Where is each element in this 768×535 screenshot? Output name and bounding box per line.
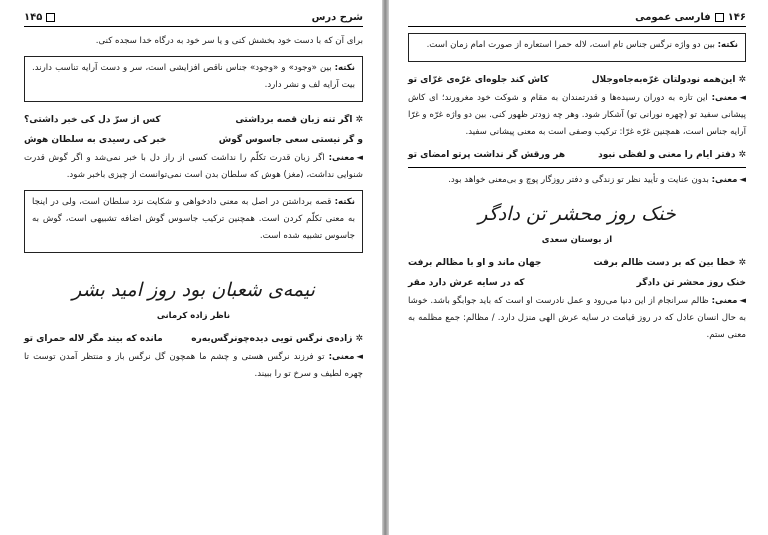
verse-hemistich-right: اگر تنه زبان قصه برداشتی bbox=[235, 115, 353, 125]
meaning-paragraph bbox=[408, 90, 746, 141]
note-label: نکته: bbox=[334, 197, 355, 207]
arrow-icon: ◄ bbox=[356, 352, 363, 362]
verse-hemistich-right: دفتر ایام را معنی و لفظی نبود bbox=[598, 150, 736, 160]
arrow-icon: ◄ bbox=[739, 93, 746, 103]
header-title: فارسی عمومی bbox=[635, 12, 711, 23]
page-header bbox=[24, 12, 363, 27]
square-icon bbox=[46, 13, 55, 22]
note-text: بین «وجود» و «وجود» جناس ناقص افزایشی است، سر و دست آرایه تناسب دارند. بیت آرایه لف و نشر دارد. bbox=[32, 63, 355, 90]
verse-hemistich-right: خنک روز محشر تن دادگر bbox=[636, 278, 746, 288]
verse-hemistich-left: کاش کند جلوه‌ای غرّه‌ی غرّای تو bbox=[408, 75, 549, 85]
verse-line bbox=[408, 70, 746, 90]
verse-hemistich-left: هر ورقش گر نداشت پرتو امضای تو bbox=[408, 150, 566, 160]
poem-author: از بوستان سعدی bbox=[541, 235, 613, 245]
meaning-paragraph bbox=[24, 150, 363, 184]
note-text: بین دو واژه نرگس جناس تام است، لاله حمرا استعاره از صورت امام زمان است. bbox=[426, 40, 715, 50]
meaning-paragraph bbox=[24, 349, 363, 383]
meaning-text: این تازه به دوران رسیده‌ها و قدرتمندان به مقام و شوکت خود مغرورند؛ ای کاش پیشانی سفید تو (چهره نورانی تو) آشکار شود. وهر چه زودتر ظهور کنی. بین دو واژه غرّه و غرّا آرایه جناس است، همچنین غرّه غرّا: ترکیب وصفی است به معنی پیشانی سفید. bbox=[408, 93, 746, 137]
bullet-icon: ✲ bbox=[355, 334, 363, 344]
poem-title: خنک روز محشر تن دادگر bbox=[478, 203, 676, 225]
verse-line bbox=[24, 110, 363, 130]
meaning-text: ظالم سرانجام از این دنیا می‌رود و عمل نادرست او است که باید جوابگو باشد. خوشا به حال انسان عادل که در روز قیامت در سایه عرش الهی منزل دارد. / مظالم: جمع مظلمه به معنی ستم. bbox=[408, 296, 746, 340]
note-box bbox=[24, 190, 363, 253]
verse-hemistich-right: خطا بین که بر دست ظالم برفت bbox=[593, 258, 736, 268]
poem-author: ناظر زاده کرمانی bbox=[156, 311, 231, 321]
note-label: نکته: bbox=[717, 40, 738, 50]
verse-line bbox=[408, 253, 746, 273]
verse-line bbox=[24, 130, 363, 150]
arrow-icon: ◄ bbox=[356, 153, 363, 163]
meaning-label: معنی: bbox=[328, 153, 355, 163]
arrow-icon: ◄ bbox=[739, 296, 746, 306]
arrow-icon: ◄ bbox=[739, 175, 746, 185]
bullet-icon: ✲ bbox=[738, 150, 746, 160]
verse-hemistich-left: خبر کی رسیدی به سلطان هوش bbox=[24, 135, 167, 145]
page-number: ۱۴۵ bbox=[24, 12, 43, 23]
meaning-label: معنی: bbox=[711, 296, 738, 306]
note-label: نکته: bbox=[334, 63, 355, 73]
verse-hemistich-right: زاده‌ی نرگس تویی دیده‌چونرگس‌به‌ره bbox=[191, 334, 353, 344]
verse-line bbox=[24, 329, 363, 349]
verse-line bbox=[408, 145, 746, 165]
note-box bbox=[408, 33, 746, 62]
note-text: قصه برداشتن در اصل به معنی دادخواهی و شکایت نزد سلطان است، ولی در اینجا به معنی تکلّم کردن است. همچنین ترکیب جاسوس گوش اضافه تشبیهی است، گوش به جاسوس تشبیه شده است. bbox=[32, 197, 355, 241]
meaning-paragraph bbox=[408, 172, 746, 189]
bullet-icon: ✲ bbox=[355, 115, 363, 125]
intro-text: برای آن که با دست خود بخشش کنی و یا سر خود به درگاه خدا سجده کنی. bbox=[95, 36, 363, 46]
meaning-text: تو فرزند نرگس هستی و چشم ما همچون گل نرگس باز و منتظر آمدن توست تا چهره لطیف و سرخ تو را ببیند. bbox=[24, 352, 363, 379]
page-number: ۱۴۶ bbox=[727, 12, 746, 23]
bullet-icon: ✲ bbox=[738, 75, 746, 85]
verse-hemistich-left: مانده که بیند مگر لاله حمرای تو bbox=[24, 334, 163, 344]
right-page bbox=[388, 0, 768, 535]
verse-hemistich-left: کس از سرّ دل کی خبر داشتی؟ bbox=[24, 115, 161, 125]
meaning-text: بدون عنایت و تأیید نظر تو زندگی و دفتر روزگار پوچ و بی‌معنی خواهد بود. bbox=[448, 175, 709, 185]
meaning-text: اگر زبان قدرت تکلّم را نداشت کسی از راز دل با خبر نمی‌شد و اگر گوش قدرت شنوایی نداشت، (مغز) هوش که سلطان بدن است نمی‌توانست از چیزی باخبر شود. bbox=[24, 153, 363, 180]
square-icon bbox=[715, 13, 724, 22]
note-box bbox=[24, 56, 363, 102]
verse-hemistich-left: جهان ماند و او با مظالم برفت bbox=[408, 258, 542, 268]
bullet-icon: ✲ bbox=[738, 258, 746, 268]
verse-hemistich-left: که در سایه عرش دارد مقر bbox=[408, 278, 525, 288]
meaning-label: معنی: bbox=[711, 93, 738, 103]
verse-hemistich-right: این‌همه نودولتان غرّه‌به‌جاه‌وجلال bbox=[591, 75, 736, 85]
poem-title: نیمه‌ی شعبان بود روز امید بشر bbox=[72, 279, 315, 301]
verse-line bbox=[408, 273, 746, 293]
left-page bbox=[0, 0, 383, 535]
page-header bbox=[408, 12, 746, 27]
meaning-label: معنی: bbox=[328, 352, 355, 362]
meaning-label: معنی: bbox=[711, 175, 738, 185]
divider bbox=[408, 167, 746, 168]
meaning-paragraph bbox=[408, 293, 746, 344]
header-title: شرح درس bbox=[311, 12, 363, 23]
verse-hemistich-right: و گر نیستی سعی جاسوس گوش bbox=[218, 135, 363, 145]
